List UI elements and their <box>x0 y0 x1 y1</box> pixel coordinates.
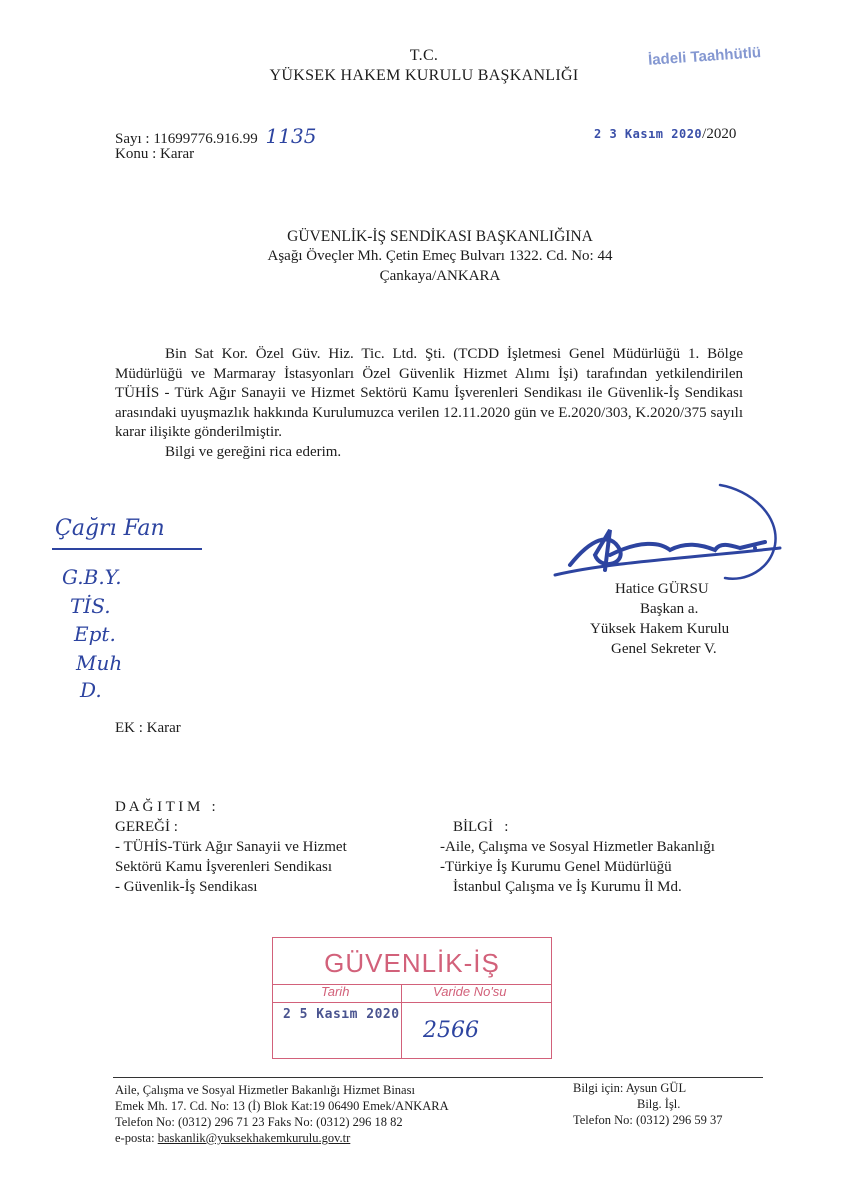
date-stamp: 2 3 Kasım 2020 <box>594 127 703 141</box>
attachment-value: : Karar <box>138 720 181 736</box>
geregi-heading: GEREĞİ : <box>115 819 178 835</box>
recipient-line-1: GÜVENLİK-İŞ SENDİKASI BAŞKANLIĞINA <box>287 228 593 245</box>
receipt-number-label: Varide No'su <box>433 984 507 999</box>
footer-contact-2: Bilg. İşl. <box>637 1097 681 1111</box>
sayi-value: : 11699776.916.99 <box>145 131 258 147</box>
receipt-number-value: 2566 <box>423 1018 479 1043</box>
date-line <box>594 126 736 143</box>
bilgi-heading: BİLGİ : <box>453 819 509 835</box>
geregi-item-1: - TÜHİS-Türk Ağır Sanayii ve Hizmet <box>115 839 347 855</box>
footer-email-label: e-posta: <box>115 1131 158 1145</box>
header-tc: T.C. <box>409 47 439 64</box>
date-suffix: /2020 <box>702 126 737 142</box>
footer-email-line <box>115 1130 350 1146</box>
letter-body <box>115 345 743 462</box>
geregi-item-3: - Güvenlik-İş Sendikası <box>115 879 258 895</box>
konu-value: : Karar <box>152 146 195 162</box>
sayi-handwritten-number: 1135 <box>265 124 317 148</box>
recipient-line-2: Aşağı Öveçler Mh. Çetin Emeç Bulvarı 1322. Cd. No: 44 <box>267 248 613 264</box>
handwritten-note-5: Muh <box>76 651 123 675</box>
handwritten-underline <box>52 548 202 550</box>
signatory-name: Hatice GÜRSU <box>615 581 709 597</box>
attachment-label: EK <box>115 720 135 736</box>
body-paragraph-1: Bin Sat Kor. Özel Güv. Hiz. Tic. Ltd. Şti. (TCDD İşletmesi Genel Müdürlüğü 1. Bölge Müdürlüğü ve Marmaray İstasyonları Özel Güvenlik Hizmet Alımı İşi) tarafından yetkilendirilen TÜHİS - Türk Ağır Sanayii ve Hizmet Sektörü Kamu İşverenleri Sendikası ile Güvenlik-İş Sendikası arasındaki uyuşmazlık hakkında Kurulumuzca verilen 12.11.2020 gün ve E.2020/303, K.2020/375 sayılı karar ilişikte gönderilmiştir. <box>115 346 743 440</box>
handwritten-note-4: Ept. <box>74 622 116 646</box>
body-paragraph-2: Bilgi ve gereğini rica ederim. <box>165 443 342 460</box>
receipt-stamp-column-divider <box>401 984 402 1058</box>
footer-address-2: Emek Mh. 17. Cd. No: 13 (İ) Blok Kat:19 06490 Emek/ANKARA <box>115 1099 449 1113</box>
bilgi-item-3: İstanbul Çalışma ve İş Kurumu İl Md. <box>453 879 682 895</box>
footer-contact-1: Bilgi için: Aysun GÜL <box>573 1081 687 1095</box>
footer-address-1: Aile, Çalışma ve Sosyal Hizmetler Bakanlığı Hizmet Binası <box>115 1083 415 1097</box>
registered-mail-stamp: İadeli Taahhütlü <box>647 44 762 69</box>
institution-name: YÜKSEK HAKEM KURULU BAŞKANLIĞI <box>269 67 579 84</box>
receipt-date-value: 2 5 Kasım 2020 <box>283 1007 400 1022</box>
geregi-item-2: Sektörü Kamu İşverenleri Sendikası <box>115 859 333 875</box>
footer-email-link[interactable]: baskanlik@yuksekhakemkurulu.gov.tr <box>157 1131 351 1145</box>
bilgi-item-2: -Türkiye İş Kurumu Genel Müdürlüğü <box>440 859 672 875</box>
footer-address-3: Telefon No: (0312) 296 71 23 Faks No: (0312) 296 18 82 <box>115 1115 403 1129</box>
bilgi-item-1: -Aile, Çalışma ve Sosyal Hizmetler Bakanlığı <box>440 839 715 855</box>
sayi-line <box>115 124 316 148</box>
attachment-line <box>115 720 181 737</box>
receipt-label-divider <box>273 1002 551 1003</box>
handwritten-note-3: TİS. <box>70 594 111 618</box>
signatory-title-2: Yüksek Hakem Kurulu <box>590 621 730 637</box>
signatory-title-1: Başkan a. <box>640 601 699 617</box>
handwritten-note-2: G.B.Y. <box>62 565 122 589</box>
footer-divider <box>113 1077 763 1078</box>
receipt-stamp-title: GÜVENLİK-İŞ <box>324 948 500 978</box>
footer-contact-3: Telefon No: (0312) 296 59 37 <box>573 1113 723 1127</box>
distribution-heading: D A Ğ I T I M : <box>115 799 216 815</box>
receipt-date-label: Tarih <box>321 984 350 999</box>
handwritten-note-6: D. <box>80 678 102 702</box>
sayi-label: Sayı <box>115 131 142 147</box>
konu-line <box>115 146 194 163</box>
recipient-line-3: Çankaya/ANKARA <box>379 268 501 284</box>
receipt-stamp <box>272 937 552 1059</box>
handwritten-note-1: Çağrı Fan <box>55 516 165 541</box>
receipt-stamp-divider <box>273 984 551 985</box>
konu-label: Konu <box>115 146 149 162</box>
signatory-title-3: Genel Sekreter V. <box>611 641 717 657</box>
